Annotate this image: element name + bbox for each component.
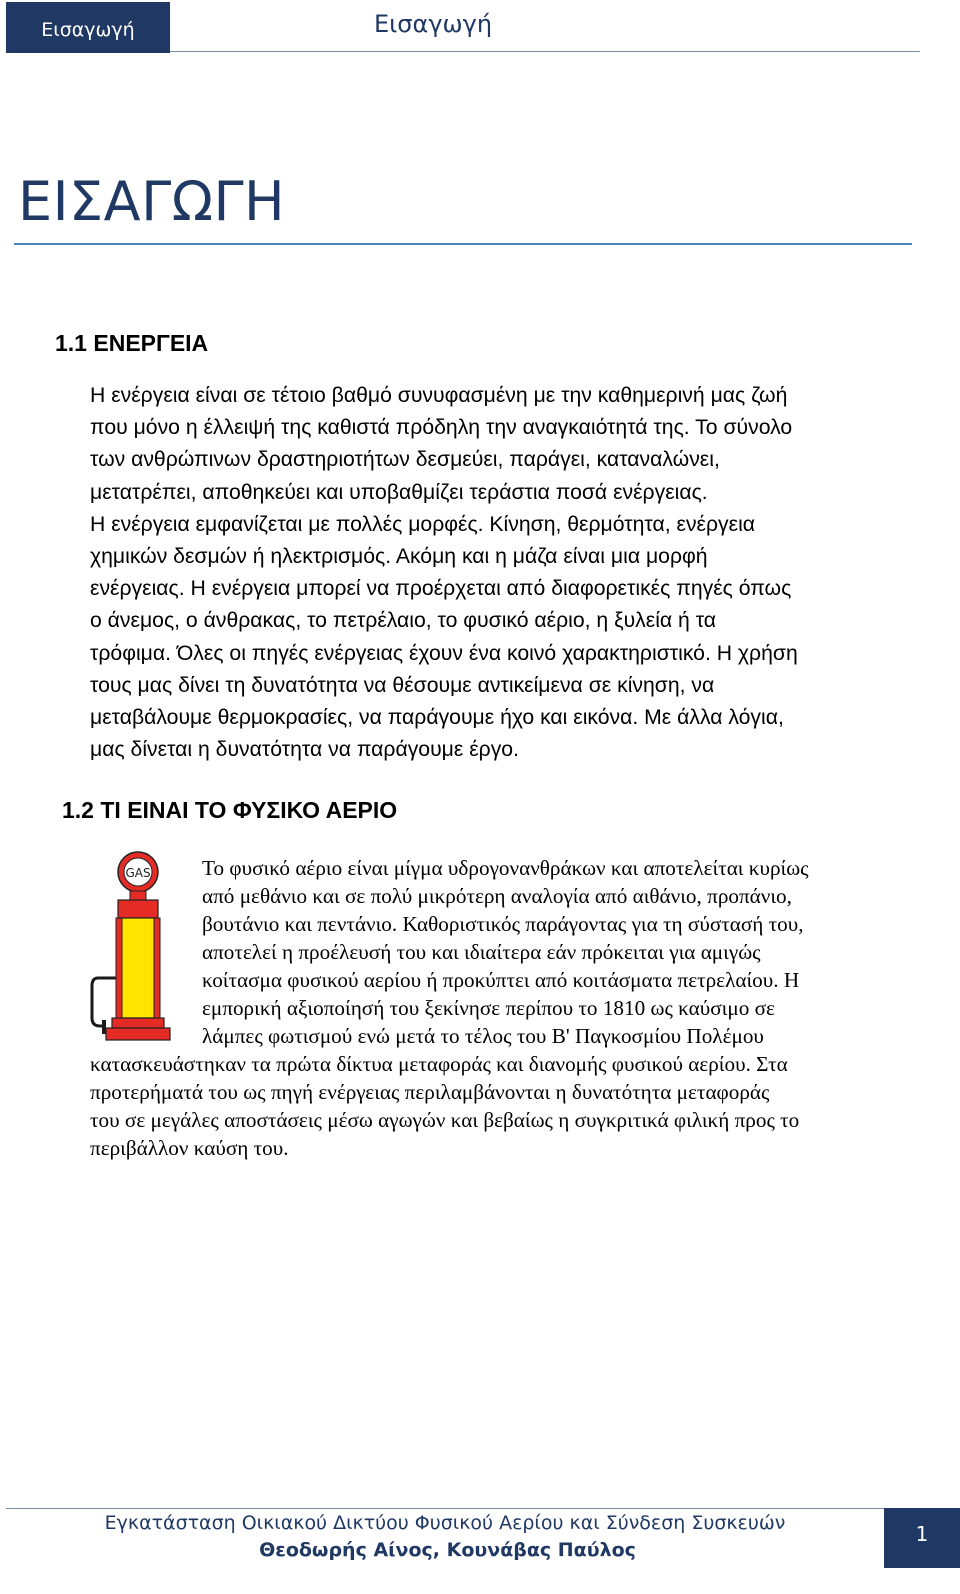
- paragraph-line: Το φυσικό αέριο είναι μίγμα υδρογονανθράκων και αποτελείται κυρίως: [202, 856, 809, 880]
- paragraph-line: βουτάνιο και πεντάνιο. Καθοριστικός παράγοντας για τη σύστασή του,: [202, 912, 804, 936]
- section-heading-energy: 1.1 ΕΝΕΡΓΕΙΑ: [55, 330, 209, 356]
- chapter-title-underline: [14, 243, 912, 245]
- paragraph-line: περιβάλλον καύση του.: [90, 1136, 289, 1160]
- paragraph-line: ενέργειας. Η ενέργεια μπορεί να προέρχεται από διαφορετικές πηγές όπως: [90, 577, 792, 601]
- chapter-title: ΕΙΣΑΓΩΓΗ: [18, 170, 286, 233]
- paragraph-line: κοίτασμα φυσικού αερίου ή προκύπτει από κοιτάσματα πετρελαίου. Η: [202, 968, 800, 992]
- page-number-box: [884, 1508, 960, 1568]
- header-divider: [170, 51, 920, 52]
- paragraph-line: Η ενέργεια είναι σε τέτοιο βαθμό συνυφασμένη με την καθημερινή μας ζωή: [90, 384, 788, 407]
- paragraph-line: αποτελεί η προέλευσή του και ιδιαίτερα εάν πρόκειται για αμιγώς: [202, 940, 761, 964]
- footer-divider: [6, 1508, 884, 1509]
- paragraph-line: τρόφιμα. Όλες οι πηγές ενέργειας έχουν ένα κοινό χαρακτηριστικό. Η χρήση: [90, 641, 798, 665]
- section-energy-paragraph: [90, 380, 915, 766]
- paragraph-line: ο άνεμος, ο άνθρακας, το πετρέλαιο, το φυσικό αέριο, η ξυλεία ή τα: [90, 609, 717, 633]
- paragraph-line: εμπορική αξιοποίησή του ξεκίνησε περίπου το 1810 ως καύσιμο σε: [202, 996, 775, 1020]
- header-tab-label: Εισαγωγή: [41, 19, 135, 41]
- paragraph-line: που μόνο η έλλειψή της καθιστά πρόδηλη την αναγκαιότητά της. Το σύνολο: [90, 416, 793, 440]
- paragraph-line: λάμπες φωτισμού ενώ μετά το τέλος του Β' Παγκοσμίου Πολέμου: [202, 1024, 764, 1048]
- header-title: Εισαγωγή: [374, 10, 493, 38]
- paragraph-line: χημικών δεσμών ή ηλεκτρισμός. Ακόμη και η μάζα είναι μια μορφή: [90, 545, 708, 569]
- paragraph-line: από μεθάνιο και σε πολύ μικρότερη αναλογία από αιθάνιο, προπάνιο,: [202, 884, 792, 908]
- footer-authors: Θεοδωρής Αίνος, Κουνάβας Παύλος: [259, 1539, 636, 1561]
- gas-pump-label: GAS: [125, 866, 151, 880]
- section-heading-natural-gas: 1.2 ΤΙ ΕΙΝΑΙ ΤΟ ΦΥΣΙΚΟ ΑΕΡΙΟ: [62, 797, 398, 823]
- paragraph-line: προτερήματά του ως πηγή ενέργειας περιλαμβάνονται η δυνατότητα μεταφοράς: [90, 1080, 770, 1104]
- section-natural-gas-paragraph: [90, 854, 910, 1162]
- paragraph-line: μετατρέπει, αποθηκεύει και υποβαθμίζει τεράστια ποσά ενέργειας.: [90, 480, 708, 504]
- header-tab: [6, 2, 170, 53]
- paragraph-line: κατασκευάστηκαν τα πρώτα δίκτυα μεταφοράς και διανομής φυσικού αερίου. Στα: [90, 1052, 788, 1076]
- paragraph-line: των ανθρώπινων δραστηριοτήτων δεσμεύει, παράγει, καταναλώνει,: [90, 448, 720, 472]
- footer-title: Εγκατάσταση Οικιακού Δικτύου Φυσικού Αερίου και Σύνδεση Συσκευών: [104, 1512, 786, 1534]
- page-number: 1: [915, 1522, 929, 1546]
- paragraph-line: τους μας δίνει τη δυνατότητα να θέσουμε αντικείμενα σε κίνηση, να: [90, 673, 715, 697]
- paragraph-line: μας δίνεται η δυνατότητα να παράγουμε έργο.: [90, 738, 519, 762]
- paragraph-line: του σε μεγάλες αποστάσεις μέσω αγωγών και βεβαίως η συγκριτικά φιλική προς το: [90, 1108, 800, 1132]
- paragraph-line: μεταβάλουμε θερμοκρασίες, να παράγουμε ήχο και εικόνα. Με άλλα λόγια,: [90, 706, 784, 730]
- paragraph-line: Η ενέργεια εμφανίζεται με πολλές μορφές. Κίνηση, θερμότητα, ενέργεια: [90, 512, 756, 536]
